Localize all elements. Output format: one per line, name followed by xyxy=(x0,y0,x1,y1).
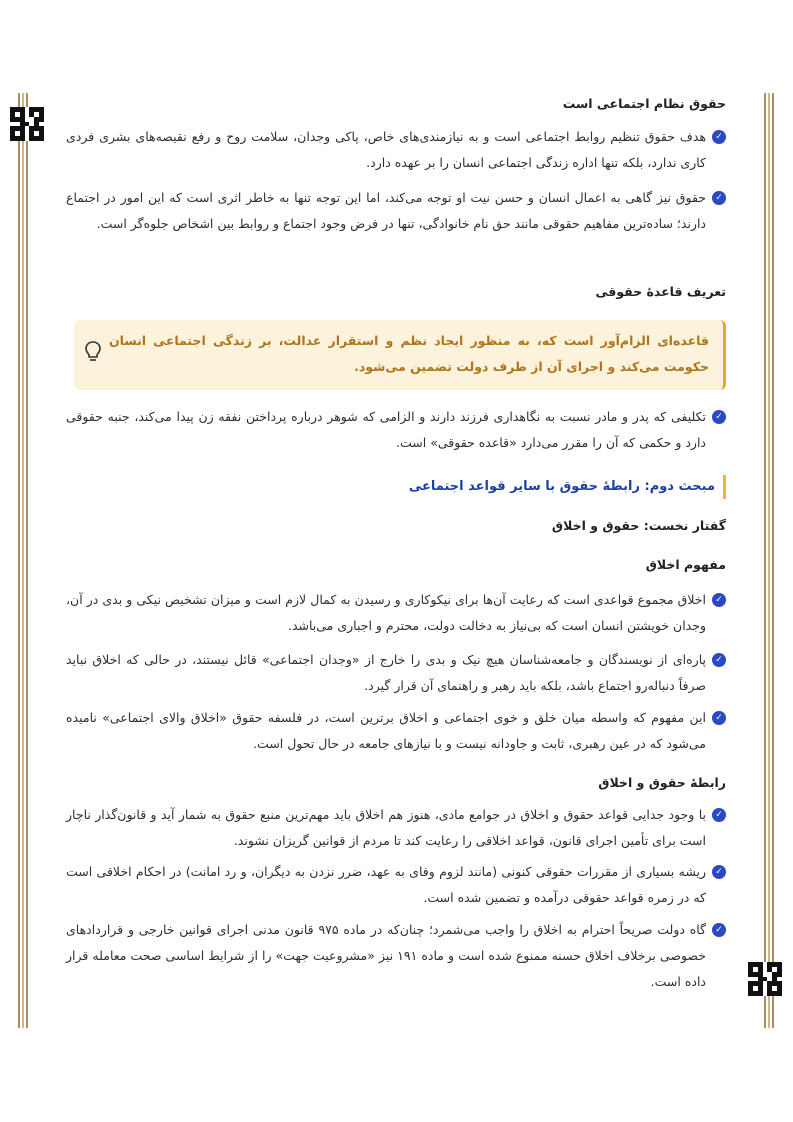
list-item: ✓ حقوق نیز گاهی به اعمال انسان و حسن نیت او توجه می‌کند، اما این توجه تنها به خاطر اثری است که این امور در اجتماع دارند؛ ساده‌ترین مفاهیم حقوقی مانند حق نام خانوادگی، تنها در فرض وجود اجتماع و روابط بین اشخاص جلوه‌گر است. xyxy=(66,185,726,237)
list-item: ✓ پاره‌ای از نویسندگان و جامعه‌شناسان هیچ نیک و بدی را خارج از «وجدان اجتماعی» قائل نیستند، در حالی که اخلاق نباید صرفاً دنباله‌رو اجتماع باشد، بلکه باید رهبر و راهنمای آن قرار گیرد. xyxy=(66,647,726,699)
check-circle-icon: ✓ xyxy=(712,653,726,667)
list-item: ✓ با وجود جدایی قواعد حقوق و اخلاق در جوامع مادی، هنوز هم اخلاق باید مهم‌ترین منبع حقوق به شمار آید و قانون‌گذار ناچار است برای تأمین اجرای قانون، قواعد اخلاقی را رعایت کند تا مردم از قوانین گریزان نشوند. xyxy=(66,802,726,854)
left-border-rail xyxy=(18,93,28,1028)
list-item: ✓ هدف حقوق تنظیم روابط اجتماعی است و به نیازمندی‌های خاص، پاکی وجدان، سلامت روح و رفع نقیصه‌های بشری فردی کاری ندارد، بلکه تنها اداره زندگی اجتماعی انسان را بر عهده دارد. xyxy=(66,124,726,176)
lightbulb-icon xyxy=(84,340,102,364)
check-circle-icon: ✓ xyxy=(712,711,726,725)
check-circle-icon: ✓ xyxy=(712,923,726,937)
heading-legal-social-order: حقوق نظام اجتماعی است xyxy=(562,96,726,111)
check-circle-icon: ✓ xyxy=(712,130,726,144)
check-circle-icon: ✓ xyxy=(712,808,726,822)
qr-code-icon[interactable] xyxy=(748,962,782,996)
list-item: ✓ گاه دولت صریحاً احترام به اخلاق را واجب می‌شمرد؛ چنان‌که در ماده ۹۷۵ قانون مدنی اجرای قوانین خارجی و قراردادهای خصوصی برخلاف اخلاق حسنه ممنوع شده است و ماده ۱۹۱ نیز «مشروعیت جهت» را از شرایط اساسی صحت معامله قرار داده است. xyxy=(66,917,726,995)
section-title: مبحث دوم: رابطهٔ حقوق با سایر قواعد اجتماعی xyxy=(409,475,726,499)
list-item: ✓ ریشه بسیاری از مقررات حقوقی کنونی (مانند لزوم وفای به عهد، ضرر نزدن به دیگران، و رد امانت) در احکام اخلاقی است که در زمره قواعد حقوقی درآمده و تضمین شده است. xyxy=(66,859,726,911)
definition-note-box: قاعده‌ای الزام‌آور است که، به منظور ایجاد نظم و استقرار عدالت، بر زندگی اجتماعی انسان حکومت می‌کند و اجرای آن از طرف دولت تضمین می‌شود. xyxy=(74,320,726,390)
heading-legal-rule-definition: تعریف قاعدهٔ حقوقی xyxy=(595,284,726,299)
heading-law-and-ethics: گفتار نخست: حقوق و اخلاق xyxy=(551,518,726,533)
heading-ethics-concept: مفهوم اخلاق xyxy=(645,557,726,572)
check-circle-icon: ✓ xyxy=(712,410,726,424)
list-item: ✓ تکلیفی که پدر و مادر نسبت به نگاهداری فرزند دارند و الزامی که شوهر درباره پرداختن نفقه زن پیدا می‌کند، جنبه حقوقی دارد و حکمی که آن را مقرر می‌دارد «قاعده حقوقی» است. xyxy=(66,404,726,456)
qr-code-icon[interactable] xyxy=(10,107,44,141)
check-circle-icon: ✓ xyxy=(712,865,726,879)
check-circle-icon: ✓ xyxy=(712,593,726,607)
list-item: ✓ این مفهوم که واسطه میان خلق و خوی اجتماعی و اخلاق برترین است، در فلسفه حقوق «اخلاق والای اجتماعی» نامیده می‌شود که در عین رهبری، ثابت و جاودانه نیست و با نیازهای جامعه در حال تحول است. xyxy=(66,705,726,757)
check-circle-icon: ✓ xyxy=(712,191,726,205)
heading-law-ethics-relation: رابطهٔ حقوق و اخلاق xyxy=(598,775,726,790)
list-item: ✓ اخلاق مجموع قواعدی است که رعایت آن‌ها برای نیکوکاری و رسیدن به کمال لازم است و میزان تشخیص نیکی و بدی در آن، وجدان خویشتن انسان است که بی‌نیاز به دخالت دولت، محترم و اجباری می‌باشد. xyxy=(66,587,726,639)
right-border-rail xyxy=(764,93,774,1028)
